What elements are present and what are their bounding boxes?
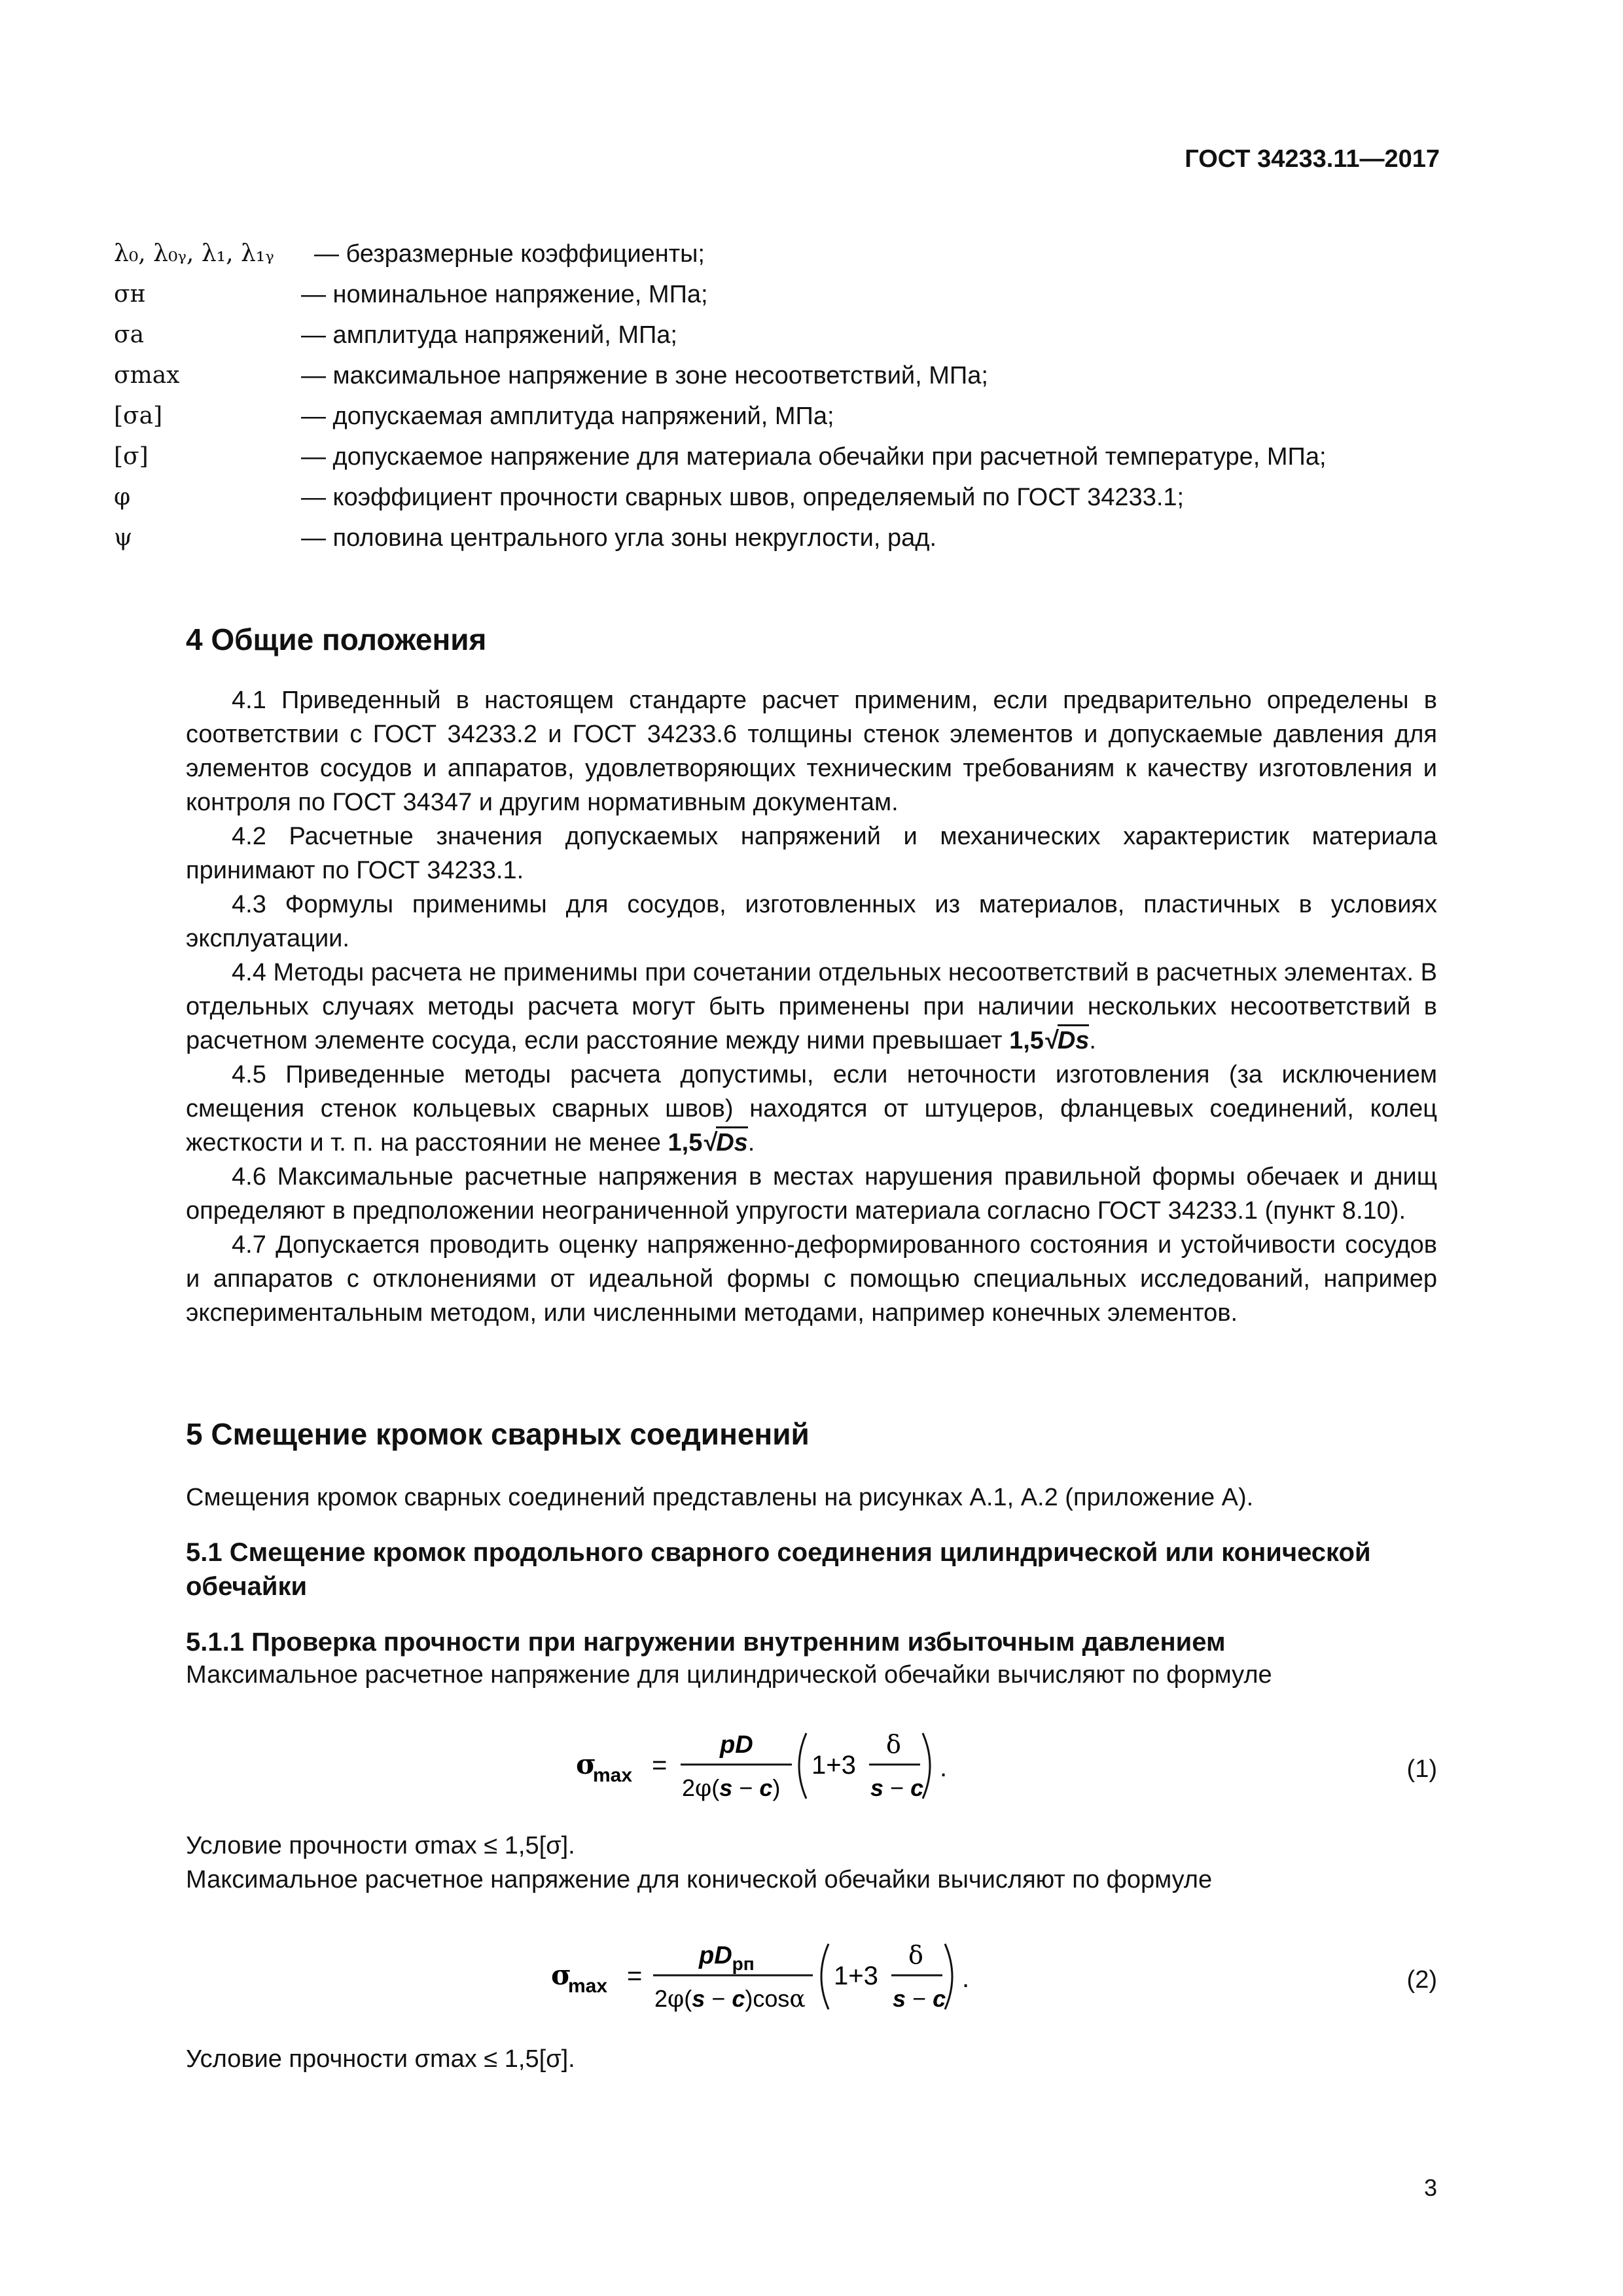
document-header: ГОСТ 34233.11—2017 — [1185, 145, 1440, 173]
definition-symbol: [σ] — [114, 443, 149, 470]
definition-text: — коэффициент прочности сварных швов, определяемый по ГОСТ 34233.1; — [301, 484, 1185, 511]
sqrt-expression: 1,5√Ds — [1009, 1024, 1089, 1054]
cone-formula-intro: Максимальное расчетное напряжение для конической обечайки вычисляют по формуле — [186, 1866, 1213, 1893]
definition-row — [114, 437, 1442, 477]
denominator: 2φ(s − c)cosα — [654, 1985, 806, 2013]
definition-row — [114, 234, 1442, 274]
definition-symbol: φ — [114, 484, 131, 511]
equals-sign: = — [652, 1751, 668, 1780]
definition-row — [114, 477, 1442, 518]
sqrt-coefficient: 1,5 — [668, 1129, 703, 1157]
delta-symbol: δ — [886, 1730, 901, 1759]
definition-symbol: σн — [114, 281, 146, 308]
paragraph-4-4-text: 4.4 Методы расчета не применимы при сочетании отдельных несоответствий в расчетных элементах. В отдельных случаях методы расчета могут быть применены при наличии нескольких несоответствий в расчетном элементе сосуда, если расстояние между ними превышает — [186, 959, 1437, 1054]
definition-symbol: σmax — [114, 362, 180, 389]
left-paren — [821, 1944, 829, 2009]
max-subscript: max — [593, 1765, 633, 1786]
definition-row — [114, 274, 1442, 315]
equation-number-2: (2) — [1406, 1966, 1437, 1994]
formula-2 — [551, 1924, 996, 2022]
definition-symbol: σa — [114, 321, 145, 348]
paragraph-4-3: 4.3 Формулы применимы для сосудов, изготовленных из материалов, пластичных в условиях эксплуатации. — [186, 891, 1437, 952]
definition-symbol: [σa] — [114, 403, 163, 429]
sigma-symbol: σ — [576, 1748, 596, 1780]
subsection-5-1-1-heading: 5.1.1 Проверка прочности при нагружении внутренним избыточным давлением — [186, 1628, 1226, 1657]
section-5-heading: 5 Смещение кромок сварных соединений — [186, 1417, 810, 1451]
paragraph-4-4: 4.4 Методы расчета не применимы при сочетании отдельных несоответствий в расчетных элементах. В отдельных случаях методы расчета могут быть применены при наличии нескольких несоответствий в расчетном элементе сосуда, если расстояние между ними превышает 1,5√Ds. — [186, 959, 1437, 1054]
max-subscript: max — [568, 1975, 608, 1997]
definition-row — [114, 315, 1442, 355]
period: . — [940, 1753, 948, 1782]
definition-symbol: ψ — [114, 524, 133, 551]
definition-text: — допускаемая амплитуда напряжений, МПа; — [301, 403, 834, 430]
sqrt-radicand: Ds — [1058, 1024, 1090, 1054]
sigma-symbol: σ — [551, 1959, 571, 1991]
s-minus-c: s − c — [893, 1985, 946, 2012]
sqrt-expression: 1,5√Ds — [668, 1126, 748, 1157]
paragraph-4-5: 4.5 Приведенные методы расчета допустимы, если неточности изготовления (за исключением смещения стенок кольцевых сварных швов) находятся от штуцеров, фланцевых соединений, колец жесткости и т. п. на расстоянии не менее 1,5√Ds. — [186, 1061, 1437, 1157]
definition-text: — максимальное напряжение в зоне несоответствий, МПа; — [301, 362, 988, 389]
paragraph-4-7: 4.7 Допускается проводить оценку напряженно-деформированного состояния и устойчивости сосудов и аппаратов с отклонениями от идеальной формы с помощью специальных исследований, например экспериментальным методом, или численными методами, например конечных элементов. — [186, 1231, 1437, 1327]
paragraph-4-2: 4.2 Расчетные значения допускаемых напряжений и механических характеристик материала принимают по ГОСТ 34233.1. — [186, 823, 1437, 884]
definition-row — [114, 355, 1442, 396]
section-4-heading: 4 Общие положения — [186, 622, 487, 656]
paragraph-4-1: 4.1 Приведенный в настоящем стандарте расчет применим, если предварительно определены в соответствии с ГОСТ 34233.2 и ГОСТ 34233.6 толщины стенок элементов и допускаемые давления для элементов сосудов и аппаратов, удовлетворяющих техническим требованиям к качеству изготовления и контроля по ГОСТ 34347 и другим нормативным документам. — [186, 687, 1437, 816]
numerator: pD — [720, 1731, 753, 1759]
paragraph-4-5-text: 4.5 Приведенные методы расчета допустимы, если неточности изготовления (за исключением смещения стенок кольцевых сварных швов) находятся от штуцеров, фланцевых соединений, колец жесткости и т. п. на расстоянии не менее — [186, 1061, 1437, 1157]
section-4-body — [186, 683, 1437, 1330]
section-5-intro: Смещения кромок сварных соединений представлены на рисунках А.1, А.2 (приложение А). — [186, 1484, 1254, 1511]
sqrt-radicand: Ds — [716, 1126, 748, 1157]
equals-sign: = — [627, 1962, 643, 1990]
page-number: 3 — [1423, 2174, 1437, 2201]
equation-number-1: (1) — [1406, 1755, 1437, 1783]
denominator: 2φ(s − c) — [682, 1774, 781, 1802]
formula-1 — [576, 1713, 955, 1812]
subsection-5-1-heading: 5.1 Смещение кромок продольного сварного соединения цилиндрической или конической обечайки — [186, 1538, 1371, 1601]
numerator: $pD_{рп}$ — [699, 1942, 755, 1974]
definition-row — [114, 396, 1442, 437]
right-paren — [923, 1733, 930, 1799]
paragraph-4-6: 4.6 Максимальные расчетные напряжения в местах нарушения правильной формы обечаек и днищ определяют в предположении неограниченной упругости материала согласно ГОСТ 34233.1 (пункт 8.10). — [186, 1163, 1437, 1225]
left-paren — [799, 1733, 806, 1799]
term-1-plus-3: 1+3 — [812, 1751, 856, 1780]
symbol-definitions — [114, 234, 1442, 558]
definition-text: — амплитуда напряжений, МПа; — [301, 321, 677, 349]
s-minus-c: s − c — [870, 1774, 924, 1801]
right-paren — [945, 1944, 952, 2009]
term-1-plus-3: 1+3 — [834, 1962, 878, 1990]
period: . — [962, 1964, 970, 1993]
definition-symbol: λ₀, λ₀ᵧ, λ₁, λ₁ᵧ — [114, 240, 274, 267]
strength-condition-2: Условие прочности σmax ≤ 1,5[σ]. — [186, 2045, 575, 2073]
sqrt-coefficient: 1,5 — [1009, 1027, 1044, 1054]
definition-text: — безразмерные коэффициенты; — [314, 240, 705, 268]
definition-text: — номинальное напряжение, МПа; — [301, 281, 708, 308]
cylinder-formula-intro: Максимальное расчетное напряжение для цилиндрической обечайки вычисляют по формуле — [186, 1661, 1272, 1689]
definition-text: — допускаемое напряжение для материала обечайки при расчетной температуре, МПа; — [301, 443, 1327, 471]
delta-symbol: δ — [908, 1941, 923, 1969]
definition-text: — половина центрального угла зоны некруглости, рад. — [301, 524, 937, 552]
strength-condition-1: Условие прочности σmax ≤ 1,5[σ]. — [186, 1832, 575, 1859]
definition-row — [114, 518, 1442, 558]
